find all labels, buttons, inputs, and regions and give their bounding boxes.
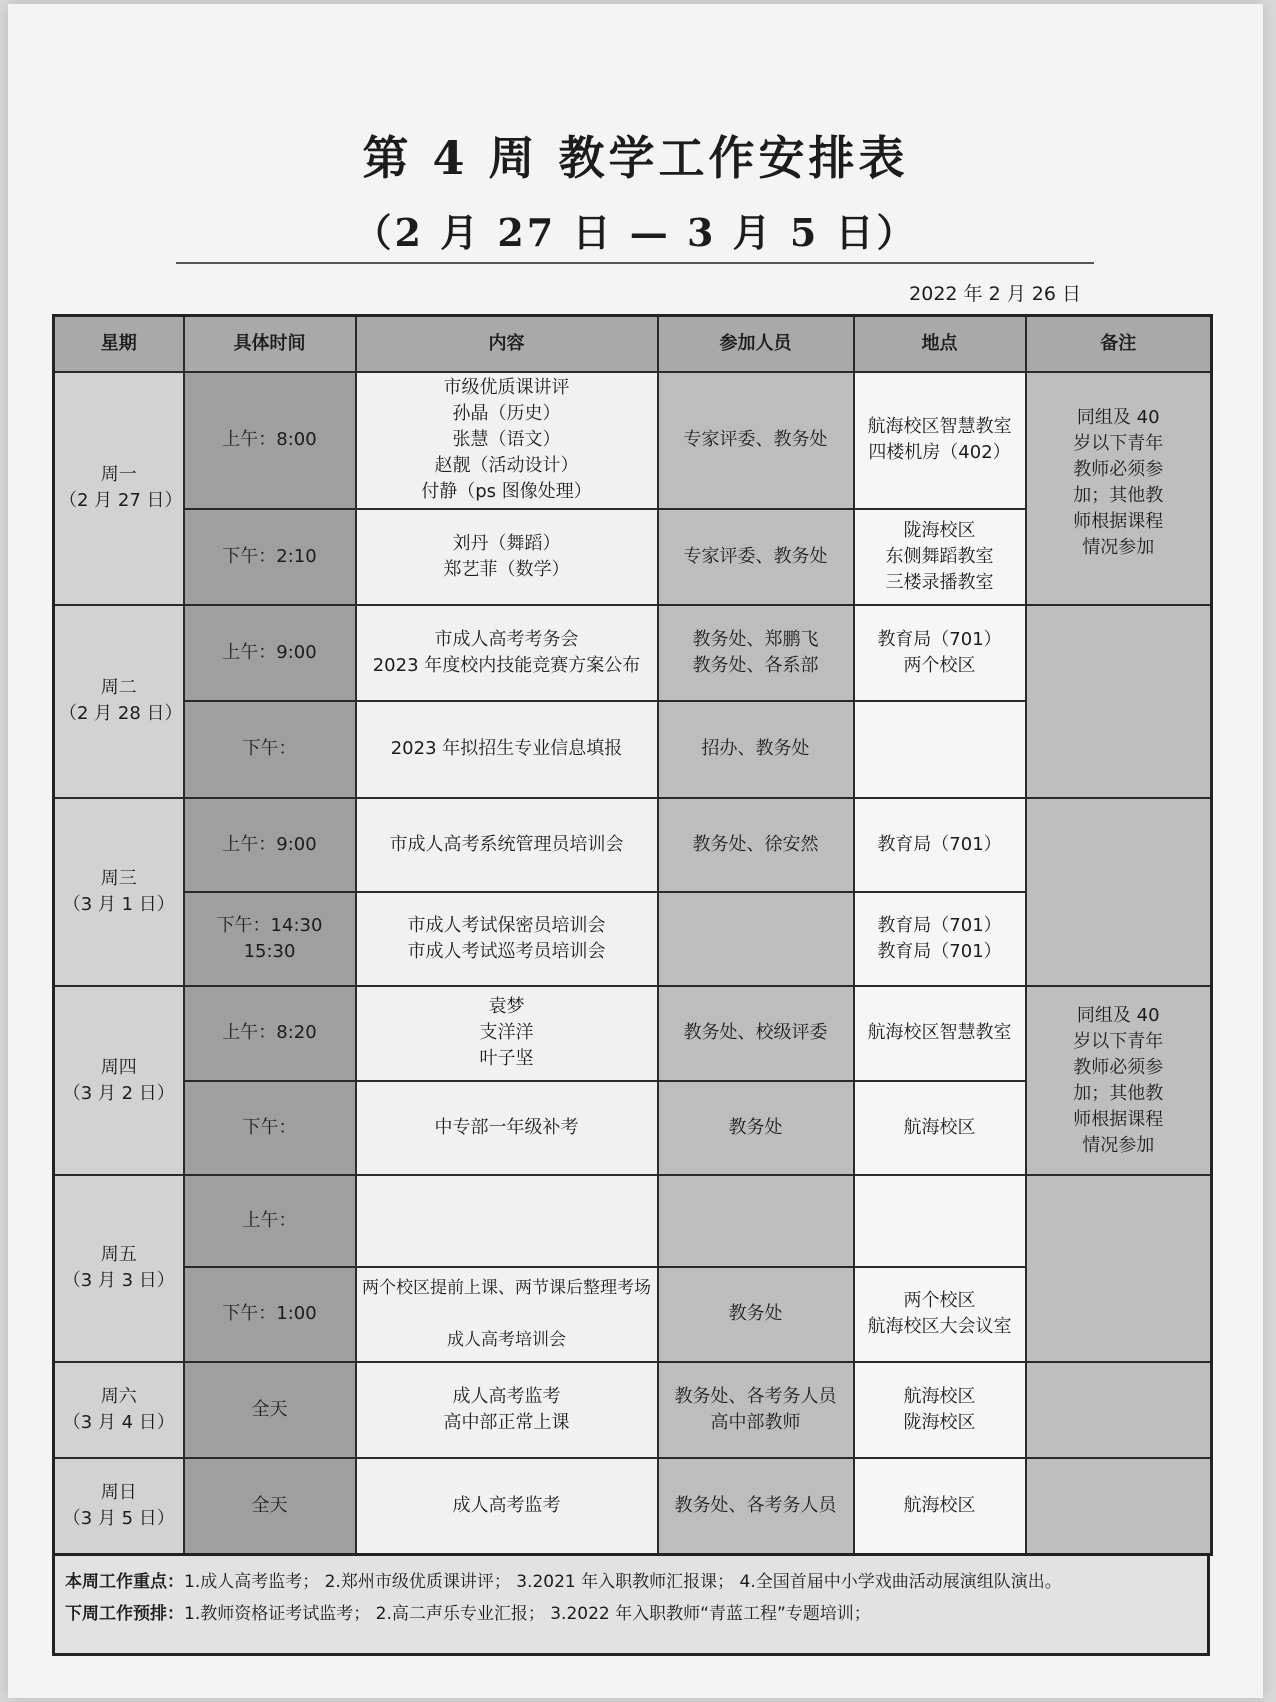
place-cell: 航海校区智慧教室 四楼机房（402） — [854, 372, 1026, 509]
people-cell — [658, 1175, 854, 1267]
time-cell: 上午： — [184, 1175, 356, 1267]
people-cell: 教务处 — [658, 1081, 854, 1175]
people-cell: 教务处、校级评委 — [658, 986, 854, 1080]
people-cell: 教务处、各考务人员 — [658, 1458, 854, 1554]
content-cell: 成人高考监考 — [356, 1458, 658, 1554]
place-cell: 教育局（701） — [854, 798, 1026, 892]
content-cell: 市级优质课讲评 孙晶（历史） 张慧（语文） 赵靓（活动设计） 付静（ps 图像处理） — [356, 372, 658, 509]
note-cell — [1026, 798, 1212, 987]
people-cell: 招办、教务处 — [658, 701, 854, 797]
content-cell: 市成人高考考务会 2023 年度校内技能竞赛方案公布 — [356, 605, 658, 701]
day-cell: 周一 （2 月 27 日） — [54, 372, 184, 605]
next-text: 1.教师资格证考试监考； 2.高二声乐专业汇报； 3.2022 年入职教师“青蓝工程”专题培训； — [184, 1604, 871, 1624]
content-cell: 成人高考监考 高中部正常上课 — [356, 1362, 658, 1458]
column-header: 参加人员 — [658, 316, 854, 373]
content-cell: 市成人高考系统管理员培训会 — [356, 798, 658, 892]
focus-label: 本周工作重点： — [65, 1572, 184, 1592]
time-cell: 下午：1:00 — [184, 1267, 356, 1361]
place-cell: 教育局（701） 教育局（701） — [854, 892, 1026, 986]
table-row — [54, 1175, 1212, 1267]
time-cell: 下午：2:10 — [184, 509, 356, 605]
people-cell: 专家评委、教务处 — [658, 509, 854, 605]
schedule-table — [52, 314, 1213, 1556]
content-cell: 两个校区提前上课、两节课后整理考场 成人高考培训会 — [356, 1267, 658, 1361]
table-row — [54, 1362, 1212, 1458]
day-cell: 周四 （3 月 2 日） — [54, 986, 184, 1175]
people-cell: 专家评委、教务处 — [658, 372, 854, 509]
table-row — [54, 605, 1212, 701]
day-cell: 周三 （3 月 1 日） — [54, 798, 184, 987]
table-row — [54, 798, 1212, 892]
time-cell: 上午：9:00 — [184, 798, 356, 892]
note-cell — [1026, 1458, 1212, 1554]
place-cell: 教育局（701） 两个校区 — [854, 605, 1026, 701]
place-cell: 航海校区 — [854, 1081, 1026, 1175]
column-header: 备注 — [1026, 316, 1212, 373]
focus-text: 1.成人高考监考； 2.郑州市级优质课讲评； 3.2021 年入职教师汇报课； 4.全国首届中小学戏曲活动展演组队演出。 — [184, 1572, 1062, 1592]
time-cell: 全天 — [184, 1362, 356, 1458]
time-cell: 全天 — [184, 1458, 356, 1554]
table-row — [54, 372, 1212, 509]
day-cell: 周日 （3 月 5 日） — [54, 1458, 184, 1554]
note-cell — [1026, 605, 1212, 798]
note-cell: 同组及 40 岁以下青年 教师必须参 加；其他教 师根据课程 情况参加 — [1026, 372, 1212, 605]
people-cell: 教务处 — [658, 1267, 854, 1361]
people-cell: 教务处、各考务人员 高中部教师 — [658, 1362, 854, 1458]
column-header: 具体时间 — [184, 316, 356, 373]
place-cell — [854, 1175, 1026, 1267]
place-cell: 航海校区智慧教室 — [854, 986, 1026, 1080]
content-cell: 2023 年拟招生专业信息填报 — [356, 701, 658, 797]
day-cell: 周五 （3 月 3 日） — [54, 1175, 184, 1362]
note-cell — [1026, 1362, 1212, 1458]
day-cell: 周二 （2 月 28 日） — [54, 605, 184, 798]
issue-date: 2022 年 2 月 26 日 — [909, 283, 1081, 305]
title-divider — [176, 262, 1094, 264]
page-title: 第 4 周 教学工作安排表 — [362, 131, 909, 185]
place-cell: 两个校区 航海校区大会议室 — [854, 1267, 1026, 1361]
place-cell: 陇海校区 东侧舞蹈教室 三楼录播教室 — [854, 509, 1026, 605]
next-label: 下周工作预排： — [65, 1604, 184, 1624]
time-cell: 上午：9:00 — [184, 605, 356, 701]
content-cell: 市成人考试保密员培训会 市成人考试巡考员培训会 — [356, 892, 658, 986]
place-cell — [854, 701, 1026, 797]
column-header: 内容 — [356, 316, 658, 373]
summary-footer — [52, 1556, 1210, 1656]
people-cell: 教务处、郑鹏飞 教务处、各系部 — [658, 605, 854, 701]
note-cell — [1026, 1175, 1212, 1362]
date-range-subtitle: （2 月 27 日 — 3 月 5 日） — [353, 210, 918, 255]
content-cell — [356, 1175, 658, 1267]
day-cell: 周六 （3 月 4 日） — [54, 1362, 184, 1458]
time-cell: 下午： — [184, 1081, 356, 1175]
note-cell: 同组及 40 岁以下青年 教师必须参 加；其他教 师根据课程 情况参加 — [1026, 986, 1212, 1175]
place-cell: 航海校区 陇海校区 — [854, 1362, 1026, 1458]
people-cell: 教务处、徐安然 — [658, 798, 854, 892]
table-row — [54, 1458, 1212, 1554]
time-cell: 上午：8:00 — [184, 372, 356, 509]
place-cell: 航海校区 — [854, 1458, 1026, 1554]
content-cell: 中专部一年级补考 — [356, 1081, 658, 1175]
time-cell: 下午： — [184, 701, 356, 797]
this-week-focus — [65, 1566, 1197, 1598]
column-header: 星期 — [54, 316, 184, 373]
time-cell: 下午：14:30 15:30 — [184, 892, 356, 986]
table-header-row — [54, 316, 1212, 373]
people-cell — [658, 892, 854, 986]
content-cell: 刘丹（舞蹈） 郑艺菲（数学） — [356, 509, 658, 605]
column-header: 地点 — [854, 316, 1026, 373]
table-row — [54, 986, 1212, 1080]
time-cell: 上午：8:20 — [184, 986, 356, 1080]
next-week-plan — [65, 1598, 1197, 1630]
content-cell: 袁梦 支洋洋 叶子坚 — [356, 986, 658, 1080]
